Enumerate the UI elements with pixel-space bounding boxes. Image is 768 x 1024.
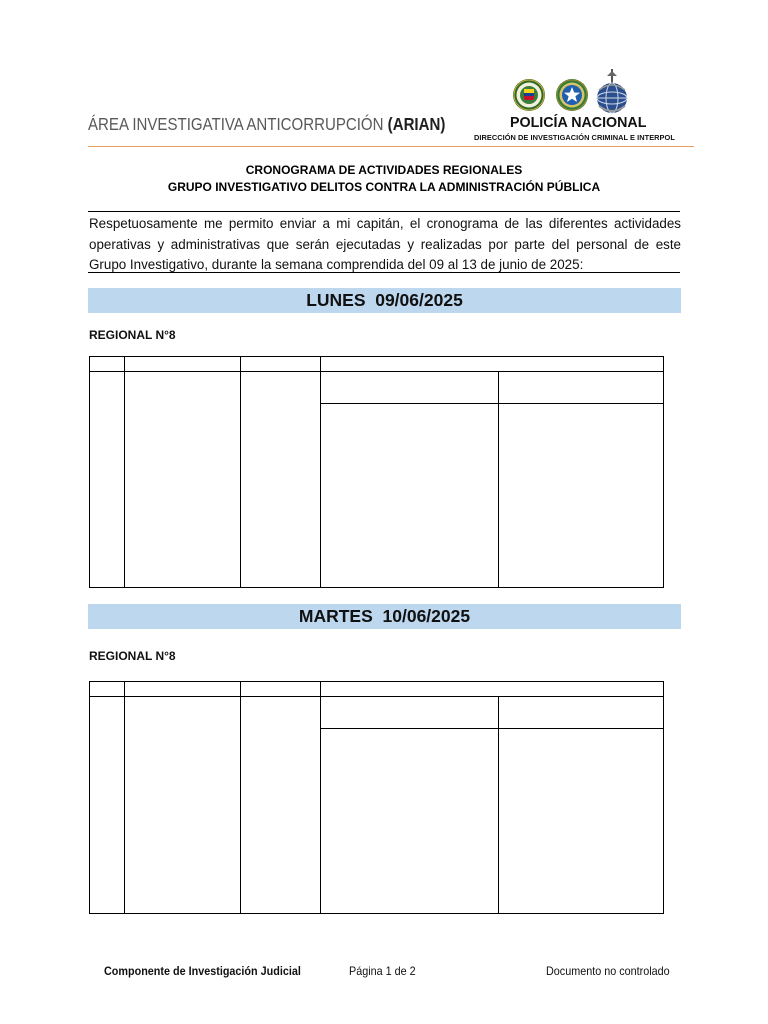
directorate-name: DIRECCIÓN DE INVESTIGACIÓN CRIMINAL E INTERPOL	[474, 133, 675, 142]
area-acronym: (ARIAN)	[387, 114, 446, 134]
police-seal-icon	[513, 79, 545, 111]
footer-page-number: Página 1 de 2	[349, 964, 416, 978]
intro-bottom-rule	[88, 272, 680, 273]
day-heading-tuesday: MARTES 10/06/2025	[88, 604, 681, 629]
document-title-line-2: GRUPO INVESTIGATIVO DELITOS CONTRA LA ADMINISTRACIÓN PÚBLICA	[167, 180, 601, 194]
area-title	[88, 114, 445, 135]
area-name: ÁREA INVESTIGATIVA ANTICORRUPCIÓN	[88, 114, 384, 134]
intro-paragraph: Respetuosamente me permito enviar a mi capitán, el cronograma de las diferentes actividades operativas y administrativas que serán ejecutadas y realizadas por parte del personal de este Grupo Investigativo, durante la semana comprendida del 09 al 13 de junio de 2025:	[89, 216, 681, 272]
day-heading-monday: LUNES 09/06/2025	[88, 288, 681, 313]
logo-strip	[512, 68, 634, 116]
header-divider	[88, 146, 694, 147]
interpol-globe-icon	[597, 69, 627, 113]
institution-name: POLICÍA NACIONAL	[510, 114, 647, 131]
footer-component: Componente de Investigación Judicial	[104, 964, 301, 978]
document-title-line-1: CRONOGRAMA DE ACTIVIDADES REGIONALES	[245, 163, 523, 177]
regional-label: REGIONAL N°8	[89, 649, 176, 663]
footer-document-status: Documento no controlado	[546, 964, 670, 978]
regional-label: REGIONAL N°8	[89, 328, 176, 342]
intro-top-rule	[88, 211, 680, 212]
dijin-star-emblem-icon	[556, 79, 588, 111]
